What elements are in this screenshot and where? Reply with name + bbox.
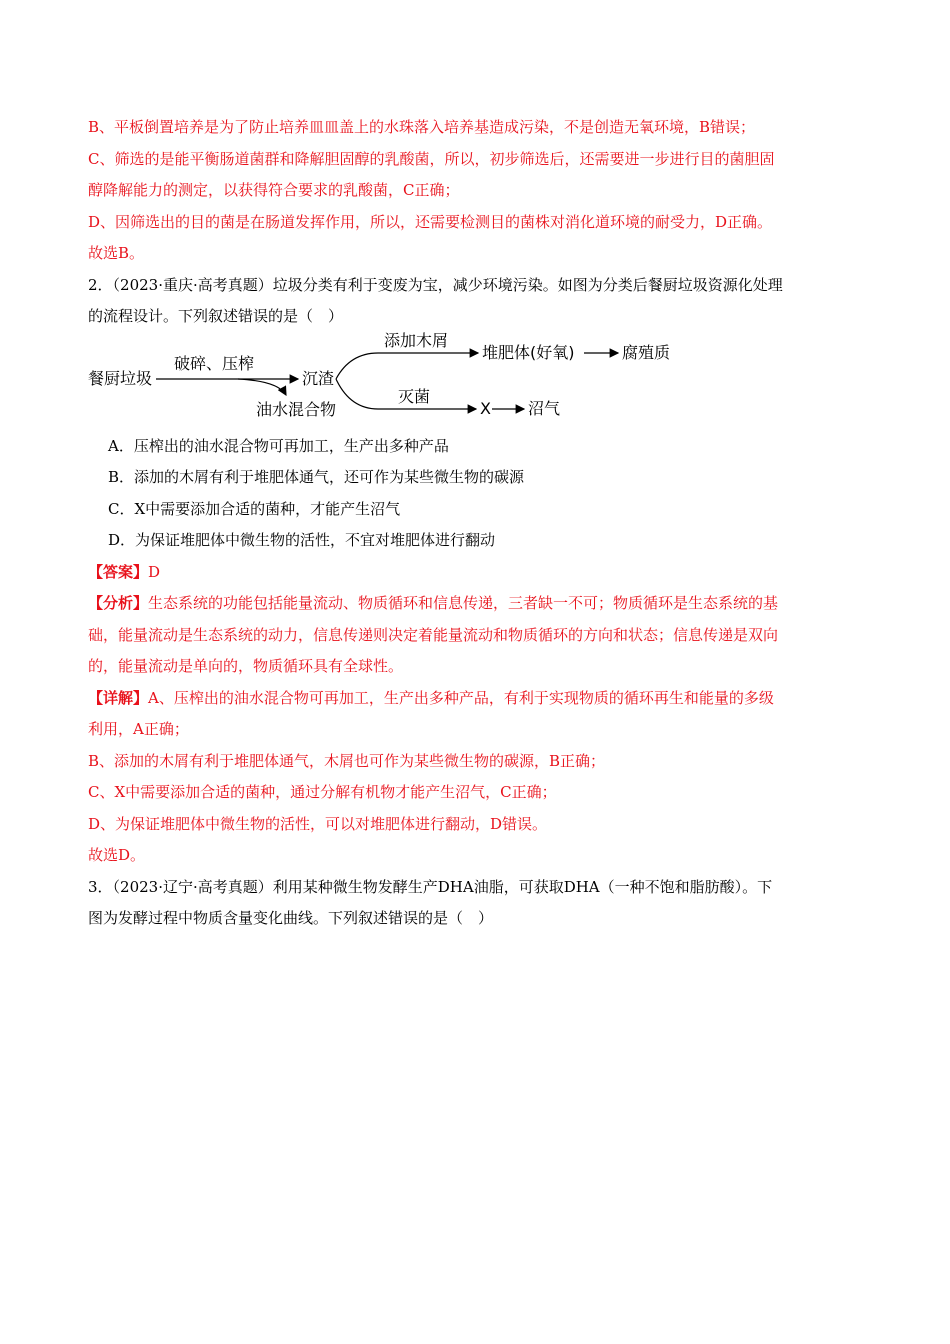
node-compost: 堆肥体(好氧) <box>482 342 575 362</box>
fork-upper <box>336 353 378 379</box>
q3-stem-line2: 图为发酵过程中物质含量变化曲线。下列叙述错误的是（ ） <box>88 909 494 927</box>
q2-detail-line2: 利用，A正确； <box>88 720 189 738</box>
q2-option-a: A．压榨出的油水混合物可再加工，生产出多种产品 <box>108 436 449 455</box>
q1-conclusion: 故选B。 <box>88 244 145 262</box>
q3-stem-line1: 3．（2023·辽宁·高考真题）利用某种微生物发酵生产DHA油脂，可获取DHA（一种不饱和脂肪酸）。下 <box>88 877 773 896</box>
arrow-to-oil <box>238 379 286 395</box>
q2-option-c: C．X中需要添加合适的菌种，才能产生沼气 <box>108 499 401 518</box>
node-kitchen-waste: 餐厨垃圾 <box>88 368 153 388</box>
detail-text-1: A、压榨出的油水混合物可再加工，生产出多种产品，有利于实现物质的循环再生和能量的多级 <box>148 688 774 707</box>
q2-option-d: D．为保证堆肥体中微生物的活性，不宜对堆肥体进行翻动 <box>108 531 496 549</box>
q2-stem-line2: 的流程设计。下列叙述错误的是（ ） <box>88 307 344 325</box>
q1-explanation-d: D、因筛选出的目的菌是在肠道发挥作用，所以，还需要检测目的菌株对消化道环境的耐受力，D正确。 <box>88 212 773 231</box>
q2-detail-c: C、X中需要添加合适的菌种，通过分解有机物才能产生沼气，C正确； <box>88 783 557 801</box>
q1-explanation-b: B、平板倒置培养是为了防止培养皿皿盖上的水珠落入培养基造成污染，不是创造无氧环境，B错误； <box>88 118 756 136</box>
label-add-sawdust: 添加木屑 <box>384 330 449 350</box>
node-biogas: 沼气 <box>528 398 561 418</box>
answer-value: D <box>148 562 161 581</box>
q2-detail-b: B、添加的木屑有利于堆肥体通气，木屑也可作为某些微生物的碳源，B正确； <box>88 751 606 770</box>
flow-arrows <box>88 335 863 427</box>
fork-lower <box>336 379 378 409</box>
analysis-tag: 【分析】 <box>88 594 149 612</box>
node-humus: 腐殖质 <box>622 342 671 362</box>
q2-analysis-line1 <box>88 588 863 620</box>
label-crush-press: 破碎、压榨 <box>174 353 255 373</box>
node-x: X <box>480 398 491 418</box>
answer-tag: 【答案】 <box>88 562 149 581</box>
analysis-text-1: 生态系统的功能包括能量流动、物质循环和信息传递，三者缺一不可；物质循环是生态系统的基 <box>148 594 779 612</box>
q2-detail-d: D、为保证堆肥体中微生物的活性，可以对堆肥体进行翻动，D错误。 <box>88 814 548 833</box>
node-residue: 沉渣 <box>302 368 335 388</box>
q2-flow-diagram <box>88 330 863 427</box>
document-page <box>88 112 863 935</box>
q2-analysis-line3: 的，能量流动是单向的，物质循环具有全球性。 <box>88 657 404 675</box>
q2-analysis-line2: 础，能量流动是生态系统的动力，信息传递则决定着能量流动和物质循环的方向和状态；信息传递是双向 <box>88 625 779 644</box>
q2-conclusion: 故选D。 <box>88 846 146 864</box>
detail-tag: 【详解】 <box>88 688 149 707</box>
q2-option-b: B．添加的木屑有利于堆肥体通气，还可作为某些微生物的碳源 <box>108 468 525 486</box>
node-oil-water-mixture: 油水混合物 <box>256 399 337 419</box>
q1-explanation-c-line2: 醇降解能力的测定，以获得符合要求的乳酸菌，C正确； <box>88 181 460 199</box>
q2-stem-line1: 2．（2023·重庆·高考真题）垃圾分类有利于变废为宝，减少环境污染。如图为分类后餐厨垃圾资源化处理 <box>88 275 783 294</box>
q2-answer <box>88 557 863 589</box>
label-sterilize: 灭菌 <box>398 386 431 406</box>
q1-explanation-c-line1: C、筛选的是能平衡肠道菌群和降解胆固醇的乳酸菌，所以，初步筛选后，还需要进一步进行目的菌胆固 <box>88 149 775 168</box>
q2-detail-line1 <box>88 683 863 715</box>
